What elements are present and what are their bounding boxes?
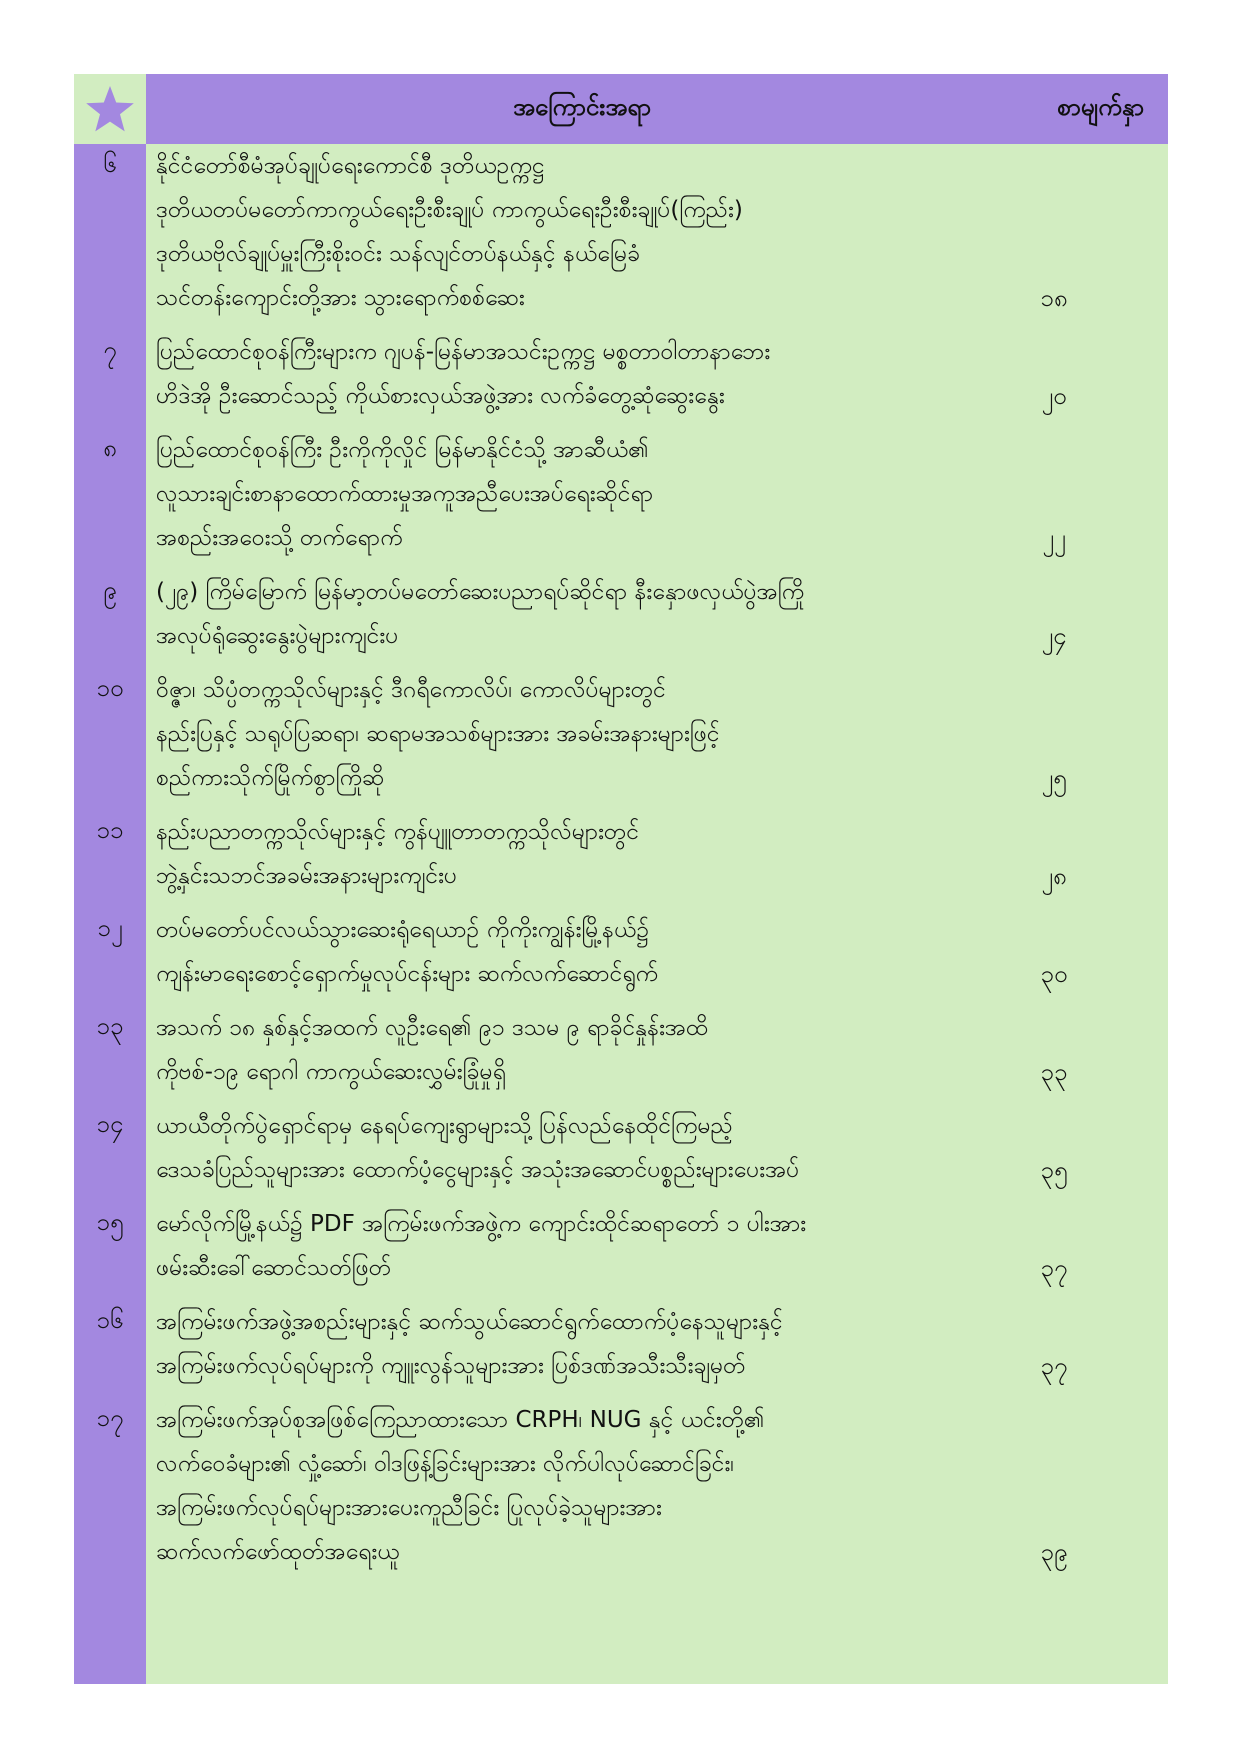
entry-title-line: ပြည်ထောင်စုဝန်ကြီး ဦးကိုကိုလှိုင် မြန်မာနိုင်ငံသို့ အာဆီယံ၏ <box>156 437 649 463</box>
entry-title-line: ဒုတိယဗိုလ်ချုပ်မှူးကြီးစိုးဝင်း သန်လျင်တပ်နယ်နှင့် နယ်မြေခံ <box>156 241 641 267</box>
toc-row[interactable] <box>74 1006 1168 1094</box>
entry-number: ၁၆ <box>96 1306 124 1334</box>
toc-row[interactable] <box>74 668 1168 800</box>
entry-title-line: အကြမ်းဖက်အုပ်စုအဖြစ်ကြေညာထားသော CRPH၊ NUG နှင့် ယင်းတို့၏ <box>156 1407 765 1433</box>
star-cell <box>74 74 146 144</box>
entry-title-line: ဘွဲ့နှင်းသဘင်အခမ်းအနားများကျင်းပ <box>156 863 458 889</box>
entry-title-line: အကြမ်းဖက်အဖွဲ့အစည်းများနှင့် ဆက်သွယ်ဆောင်ရွက်ထောက်ပံ့နေသူများနှင့် <box>156 1309 783 1335</box>
toc-row[interactable] <box>74 570 1168 658</box>
entry-number: ၁၇ <box>96 1404 124 1432</box>
entry-title <box>156 1398 1016 1574</box>
entry-title <box>156 908 1016 996</box>
entry-title-line: ဒုတိယတပ်မတော်ကာကွယ်ရေးဦးစီးချုပ် ကာကွယ်ရေးဦးစီးချုပ်(ကြည်း) <box>156 197 743 223</box>
entry-number: ၇ <box>103 336 117 364</box>
toc-row[interactable] <box>74 428 1168 560</box>
entry-title-line: လူသားချင်းစာနာထောက်ထားမှုအကူအညီပေးအပ်ရေးဆိုင်ရာ <box>156 481 654 507</box>
contents-heading: အကြောင်းအရာ <box>513 93 651 121</box>
entry-title-line: အကြမ်းဖက်လုပ်ရပ်များအားပေးကူညီခြင်း ပြုလုပ်ခဲ့သူများအား <box>156 1495 662 1521</box>
entry-title <box>156 428 1016 560</box>
entry-title-line: လက်ဝေခံများ၏ လှုံ့ဆော်၊ ဝါဒဖြန့်ခြင်းများအား လိုက်ပါလုပ်ဆောင်ခြင်း၊ <box>156 1451 734 1477</box>
entry-title-line: အစည်းအဝေးသို့ တက်ရောက် <box>156 525 403 551</box>
entry-title <box>156 1202 1016 1290</box>
entry-number: ၁၀ <box>96 674 124 702</box>
entry-number: ၆ <box>103 150 117 178</box>
entry-title <box>156 1006 1016 1094</box>
entry-title-line: ဖမ်းဆီးခေါ်ဆောင်သတ်ဖြတ် <box>156 1255 392 1281</box>
toc-row[interactable] <box>74 810 1168 898</box>
entry-title-line: မော်လိုက်မြို့နယ်၌ PDF အကြမ်းဖက်အဖွဲ့က ကျောင်းထိုင်ဆရာတော် ၁ ပါးအား <box>156 1211 807 1237</box>
entry-page-number: ၃၇ <box>1040 1254 1068 1282</box>
entry-title-line: နည်းပညာတက္ကသိုလ်များနှင့် ကွန်ပျူတာတက္ကသိုလ်များတွင် <box>156 819 640 845</box>
entry-page-number: ၃၅ <box>1040 1156 1068 1184</box>
entry-number: ၈ <box>103 434 117 462</box>
entry-title-line: နိုင်ငံတော်စီမံအုပ်ချုပ်ရေးကောင်စီ ဒုတိယဥက္ကဋ္ဌ <box>156 153 545 179</box>
toc-row[interactable] <box>74 1104 1168 1192</box>
entry-title-line: နည်းပြနှင့် သရုပ်ပြဆရာ၊ ဆရာမအသစ်များအား အခမ်းအနားများဖြင့် <box>156 721 720 747</box>
entry-page-number: ၁၈ <box>1040 284 1068 312</box>
toc-row[interactable] <box>74 144 1168 320</box>
entry-title-line: အသက် ၁၈ နှစ်နှင့်အထက် လူဦးရေ၏ ၉၁ ဒသမ ၉ ရာခိုင်နှုန်းအထိ <box>156 1015 709 1041</box>
entry-title-line: သင်တန်းကျောင်းတို့အား သွားရောက်စစ်ဆေး <box>156 285 525 311</box>
entry-title <box>156 1104 1016 1192</box>
entry-page-number: ၃၇ <box>1040 1352 1068 1380</box>
entry-number: ၁၃ <box>96 1012 124 1040</box>
toc-row[interactable] <box>74 1300 1168 1388</box>
entry-number: ၁၄ <box>96 1110 124 1138</box>
entry-title <box>156 668 1016 800</box>
entry-title-line: ပြည်ထောင်စုဝန်ကြီးများက ဂျပန်-မြန်မာအသင်းဥက္ကဋ္ဌ မစ္စတာဝါတာနာဘေး <box>156 339 771 365</box>
entry-title-line: အလုပ်ရုံဆွေးနွေးပွဲများကျင်းပ <box>156 623 399 649</box>
entry-number: ၉ <box>103 576 117 604</box>
entry-page-number: ၃၃ <box>1040 1058 1068 1086</box>
entry-title-line: စည်ကားသိုက်မြိုက်စွာကြိုဆို <box>156 765 385 791</box>
page-column-heading: စာမျက်နှာ <box>1057 93 1144 121</box>
toc-row[interactable] <box>74 1398 1168 1574</box>
entry-page-number: ၂၄ <box>1041 622 1067 650</box>
entry-title-line: ဆက်လက်ဖော်ထုတ်အရေးယူ <box>156 1539 400 1565</box>
entry-page-number: ၂၅ <box>1041 764 1067 792</box>
star-icon <box>84 83 136 135</box>
entry-title-line: ဝိဇ္ဇာ၊ သိပ္ပံတက္ကသိုလ်များနှင့် ဒီဂရီကောလိပ်၊ ကောလိပ်များတွင် <box>156 677 666 703</box>
entry-title <box>156 570 1016 658</box>
table-of-contents <box>74 74 1168 1684</box>
entry-title-line: ကျန်းမာရေးစောင့်ရှောက်မှုလုပ်ငန်းများ ဆက်လက်ဆောင်ရွက် <box>156 961 659 987</box>
entry-title-line: ဟိဒဲအို ဦးဆောင်သည့် ကိုယ်စားလှယ်အဖွဲ့အား လက်ခံတွေ့ဆုံဆွေးနွေး <box>156 383 725 409</box>
entry-page-number: ၂၀ <box>1041 382 1067 410</box>
entry-title-line: အကြမ်းဖက်လုပ်ရပ်များကို ကျူးလွန်သူများအား ပြစ်ဒဏ်အသီးသီးချမှတ် <box>156 1353 746 1379</box>
entry-title <box>156 144 1016 320</box>
entry-title <box>156 1300 1016 1388</box>
entry-title-line: ကိုဗစ်-၁၉ ရောဂါ ကာကွယ်ဆေးလွှမ်းခြုံမှုရှိ <box>156 1059 506 1085</box>
entry-page-number: ၂၂ <box>1042 524 1066 552</box>
toc-row[interactable] <box>74 908 1168 996</box>
entry-title <box>156 330 1016 418</box>
toc-row[interactable] <box>74 1202 1168 1290</box>
entry-number: ၁၁ <box>96 816 124 844</box>
entry-title-line: (၂၉) ကြိမ်မြောက် မြန်မာ့တပ်မတော်ဆေးပညာရပ်ဆိုင်ရာ နီးနှောဖလှယ်ပွဲအကြို <box>156 579 805 605</box>
entry-page-number: ၂၈ <box>1041 862 1067 890</box>
entry-title <box>156 810 1016 898</box>
entry-number: ၁၅ <box>96 1208 124 1236</box>
entry-page-number: ၃၀ <box>1040 960 1068 988</box>
toc-row[interactable] <box>74 330 1168 418</box>
entry-number: ၁၂ <box>97 914 123 942</box>
entry-title-line: ယာယီတိုက်ပွဲရှောင်ရာမှ နေရပ်ကျေးရွာများသို့ ပြန်လည်နေထိုင်ကြမည့် <box>156 1113 733 1139</box>
toc-header <box>74 74 1168 144</box>
entry-title-line: ဒေသခံပြည်သူများအား ထောက်ပံ့ငွေများနှင့် အသုံးအဆောင်ပစ္စည်းများပေးအပ် <box>156 1157 800 1183</box>
entry-page-number: ၃၉ <box>1040 1538 1068 1566</box>
entry-title-line: တပ်မတော်ပင်လယ်သွားဆေးရုံရေယာဉ် ကိုကိုးကျွန်းမြို့နယ်၌ <box>156 917 649 943</box>
